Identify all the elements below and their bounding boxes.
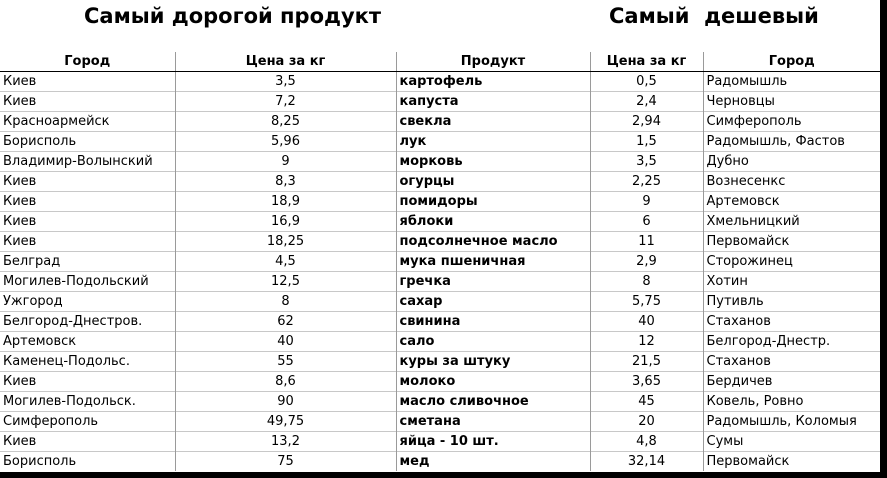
price-cheap-cell: 6 (590, 212, 703, 232)
price-expensive-cell: 16,9 (175, 212, 396, 232)
price-cheap-cell: 40 (590, 312, 703, 332)
price-expensive-cell: 8,6 (175, 372, 396, 392)
price-cheap-cell: 11 (590, 232, 703, 252)
price-expensive-cell: 5,96 (175, 132, 396, 152)
product-cell: лук (396, 132, 590, 152)
city-expensive-cell: Киев (3, 74, 37, 89)
table-row (0, 192, 880, 212)
city-expensive-cell: Киев (0, 192, 175, 212)
header-price-cheap: Цена за кг (590, 52, 703, 72)
price-expensive-cell: 4,5 (175, 252, 396, 272)
table-row (0, 452, 880, 472)
product-cell: мед (396, 452, 590, 472)
product-cell: огурцы (396, 172, 590, 192)
price-expensive-cell: 3,5 (175, 72, 396, 92)
product-cell: свекла (396, 112, 590, 132)
table-row (0, 412, 880, 432)
price-expensive-cell: 9 (175, 152, 396, 172)
city-cheap-cell: Стаханов (703, 312, 880, 332)
city-expensive-cell: Киев (0, 172, 175, 192)
city-cheap-cell: Радомышль, Фастов (703, 132, 880, 152)
price-expensive-cell: 62 (175, 312, 396, 332)
price-expensive-cell: 55 (175, 352, 396, 372)
city-expensive-cell: Артемовск (0, 332, 175, 352)
city-expensive-cell: Борисполь (0, 132, 175, 152)
city-expensive-cell: Киев (0, 232, 175, 252)
city-cheap-cell: Хотин (703, 272, 880, 292)
price-expensive-cell: 40 (175, 332, 396, 352)
price-expensive-cell: 8,25 (175, 112, 396, 132)
price-cheap-cell: 3,5 (590, 152, 703, 172)
product-cell: помидоры (396, 192, 590, 212)
most-expensive-heading: Самый дорогой продукт (84, 4, 382, 28)
cheapest-heading: Самый дешевый (609, 4, 819, 28)
price-cheap-cell: 2,9 (590, 252, 703, 272)
price-cheap-cell: 12 (590, 332, 703, 352)
price-cheap-cell: 8 (590, 272, 703, 292)
product-cell: капуста (396, 92, 590, 112)
price-expensive-cell: 18,9 (175, 192, 396, 212)
product-cell: мука пшеничная (396, 252, 590, 272)
product-cell: подсолнечное масло (396, 232, 590, 252)
price-cheap-cell: 3,65 (590, 372, 703, 392)
city-expensive-cell: Борисполь (0, 452, 175, 472)
product-cell: куры за штуку (396, 352, 590, 372)
product-cell: картофель (396, 72, 590, 92)
price-cheap-cell: 1,5 (590, 132, 703, 152)
city-expensive-cell: Киев (0, 432, 175, 452)
price-cheap-cell: 4,8 (590, 432, 703, 452)
price-cheap-cell: 2,4 (590, 92, 703, 112)
price-cheap-cell: 20 (590, 412, 703, 432)
table-row (0, 132, 880, 152)
product-cell: молоко (396, 372, 590, 392)
city-expensive-cell: Киев (0, 212, 175, 232)
header-row (0, 52, 880, 72)
table-row (0, 392, 880, 412)
price-expensive-cell: 18,25 (175, 232, 396, 252)
city-cheap-cell: Дубно (703, 152, 880, 172)
product-cell: свинина (396, 312, 590, 332)
table-row (0, 232, 880, 252)
table-row (0, 332, 880, 352)
table-row (0, 72, 880, 92)
price-cheap-cell: 0,5 (590, 72, 703, 92)
city-cheap-cell: Черновцы (703, 92, 880, 112)
table-row (0, 92, 880, 112)
city-cheap-cell: Белгород-Днестр. (703, 332, 880, 352)
city-cheap-cell: Ковель, Ровно (703, 392, 880, 412)
header-price-expensive: Цена за кг (175, 52, 396, 72)
city-expensive-cell: Белград (0, 252, 175, 272)
city-cheap-cell: Артемовск (703, 192, 880, 212)
header-city-expensive: Город (0, 52, 175, 72)
city-cheap-cell: Первомайск (703, 452, 880, 472)
price-expensive-cell: 12,5 (175, 272, 396, 292)
price-expensive-cell: 7,2 (175, 92, 396, 112)
product-cell: масло сливочное (396, 392, 590, 412)
table-row (0, 252, 880, 272)
city-cheap-cell: Сторожинец (703, 252, 880, 272)
product-cell: гречка (396, 272, 590, 292)
price-expensive-cell: 49,75 (175, 412, 396, 432)
table-row (0, 172, 880, 192)
product-cell: сахар (396, 292, 590, 312)
table-row (0, 112, 880, 132)
city-cheap-cell: Стаханов (703, 352, 880, 372)
price-cheap-cell: 2,94 (590, 112, 703, 132)
city-expensive-cell: Красноармейск (0, 112, 175, 132)
header-product: Продукт (396, 52, 590, 72)
city-cheap-cell: Бердичев (703, 372, 880, 392)
table-row (0, 312, 880, 332)
city-expensive-cell: Симферополь (0, 412, 175, 432)
city-cheap-cell: Путивль (703, 292, 880, 312)
price-expensive-cell: 75 (175, 452, 396, 472)
city-expensive-cell: Могилев-Подольск. (0, 392, 175, 412)
table-row (0, 152, 880, 172)
price-comparison-table (0, 52, 880, 471)
city-expensive-cell: Белгород-Днестров. (0, 312, 175, 332)
price-cheap-cell: 2,25 (590, 172, 703, 192)
city-cheap-cell: Первомайск (703, 232, 880, 252)
city-expensive-cell: Каменец-Подольс. (0, 352, 175, 372)
city-expensive-cell: Киев (0, 372, 175, 392)
city-expensive-cell: Киев (0, 92, 175, 112)
city-cheap-cell: Симферополь (703, 112, 880, 132)
price-expensive-cell: 8,3 (175, 172, 396, 192)
table-row (0, 432, 880, 452)
city-expensive-cell: Могилев-Подольский (0, 272, 175, 292)
price-cheap-cell: 21,5 (590, 352, 703, 372)
product-cell: сметана (396, 412, 590, 432)
city-cheap-cell: Радомышль (703, 72, 880, 92)
product-cell: яблоки (396, 212, 590, 232)
price-expensive-cell: 90 (175, 392, 396, 412)
product-cell: морковь (396, 152, 590, 172)
price-cheap-cell: 45 (590, 392, 703, 412)
price-cheap-cell: 9 (590, 192, 703, 212)
product-cell: яйца - 10 шт. (396, 432, 590, 452)
price-cheap-cell: 32,14 (590, 452, 703, 472)
price-expensive-cell: 13,2 (175, 432, 396, 452)
table-row (0, 272, 880, 292)
table-row (0, 352, 880, 372)
table-row (0, 292, 880, 312)
headings-row (0, 0, 880, 40)
header-city-cheap: Город (703, 52, 880, 72)
table-row (0, 372, 880, 392)
city-expensive-cell: Ужгород (0, 292, 175, 312)
city-cheap-cell: Хмельницкий (703, 212, 880, 232)
price-expensive-cell: 8 (175, 292, 396, 312)
city-cheap-cell: Сумы (703, 432, 880, 452)
city-cheap-cell: Вознесенкс (703, 172, 880, 192)
product-cell: сало (396, 332, 590, 352)
price-cheap-cell: 5,75 (590, 292, 703, 312)
table-row (0, 212, 880, 232)
city-cheap-cell: Радомышль, Коломыя (703, 412, 880, 432)
city-expensive-cell: Владимир-Волынский (0, 152, 175, 172)
